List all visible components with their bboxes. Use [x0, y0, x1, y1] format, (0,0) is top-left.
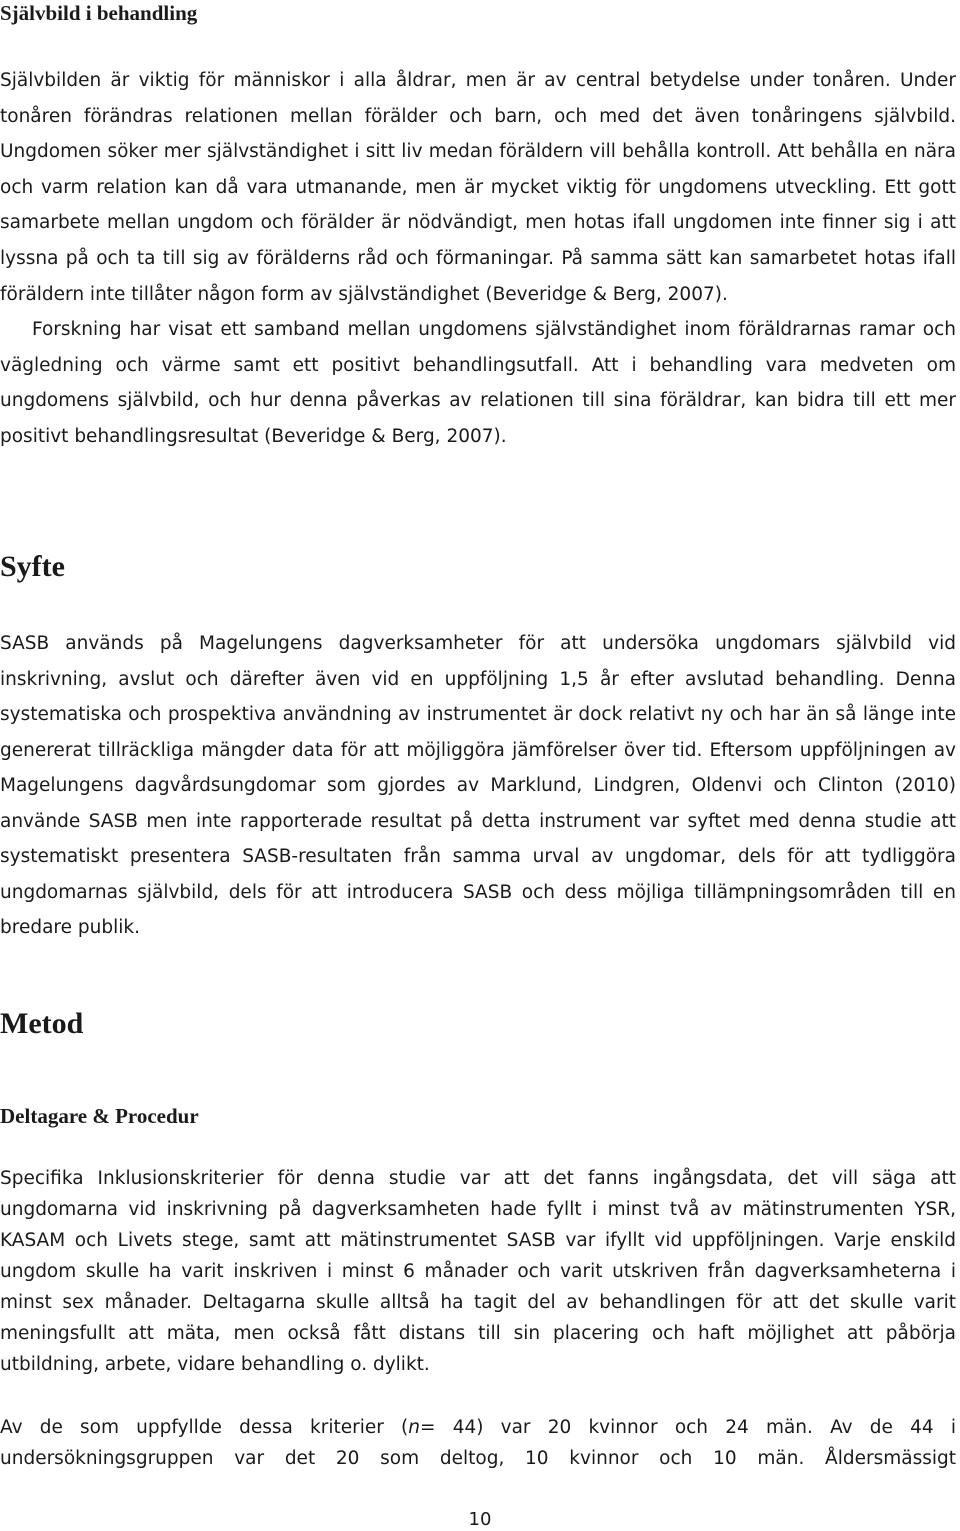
sample-size-symbol: n [408, 1417, 421, 1438]
method-section-body [0, 1163, 956, 1380]
section-heading-purpose: Syfte [0, 550, 65, 583]
paragraph-self-image-2: Forskning har visat ett samband mellan ungdomens självständighet inom föräldrarnas ramar och vägledning och värme samt ett positivt behandlingsutfall. Att i behandling vara medveten om ungdomens självbild, och hur denna påverkas av relationen till sina föräldrar, kan bidra till ett mer positivt behandlingsresultat (Beveridge & Berg, 2007). [0, 319, 956, 447]
purpose-section-body [0, 626, 956, 946]
paragraph-purpose: SASB används på Magelungens dagverksamheter för att undersöka ungdomars självbild vid inskrivning, avslut och därefter även vid en uppföljning 1,5 år efter avslutad behandling. Denna systematiska och prospektiva användning av instrumentet är dock relativt ny och har än så länge inte genererat tillräckliga mängder data för att möjliggöra jämförelser över tid. Eftersom uppföljningen av Magelungens dagvårdsungdomar som gjordes av Marklund, Lindgren, Oldenvi och Clinton (2010) använde SASB men inte rapporterade resultat på detta instrument var syftet med denna studie att systematiskt presentera SASB-resultaten från samma urval av ungdomar, dels för att tydliggöra ungdomarnas självbild, dels för att introducera SASB och dess möjliga tillämpningsområden till en bredare publik. [0, 633, 956, 938]
self-image-section-body [0, 63, 956, 455]
paragraph-method-2-start: Av de som uppfyllde dessa kriterier ( [0, 1417, 409, 1438]
section-heading-method: Metod [0, 1007, 84, 1040]
paragraph-method-2 [0, 1412, 956, 1474]
paragraph-method-2-rest: = 44) var 20 kvinnor och 24 män. Av de 44 i undersökningsgruppen var det 20 som deltog, 10 kvinnor och 10 män. Åldersmässigt [0, 1417, 956, 1469]
subheading-participants-procedure: Deltagare & Procedur [0, 1104, 199, 1128]
paragraph-self-image-1: Självbilden är viktig för människor i alla åldrar, men är av central betydelse under tonåren. Under tonåren förändras relationen mellan förälder och barn, och med det även tonåringens självbild. Ungdomen söker mer självständighet i sitt liv medan föräldern vill behålla kontroll. Att behålla en nära och varm relation kan då vara utmanande, men är mycket viktig för ungdomens utveckling. Ett gott samarbete mellan ungdom och förälder är nödvändigt, men hotas ifall ungdomen inte finner sig i att lyssna på och ta till sig av förälderns råd och förmaningar. På samma sätt kan samarbetet hotas ifall föräldern inte tillåter någon form av självständighet (Beveridge & Berg, 2007). [0, 70, 956, 305]
method-section-body-2 [0, 1412, 956, 1474]
paragraph-method-1: Specifika Inklusionskriterier för denna studie var att det fanns ingångsdata, det vill säga att ungdomarna vid inskrivning på dagverksamheten hade fyllt i minst två av mätinstrumenten YSR, KASAM och Livets stege, samt att mätinstrumentet SASB var ifyllt vid uppföljningen. Varje enskild ungdom skulle ha varit inskriven i minst 6 månader och varit utskriven från dagverksamheterna i minst sex månader. Deltagarna skulle alltså ha tagit del av behandlingen för att det skulle varit meningsfullt att mäta, men också fått distans till sin placering och haft möjlighet att påbörja utbildning, arbete, vidare behandling o. dylikt. [0, 1168, 956, 1375]
section-heading-self-image: Självbild i behandling [0, 1, 198, 25]
page-number: 10 [468, 1509, 492, 1530]
